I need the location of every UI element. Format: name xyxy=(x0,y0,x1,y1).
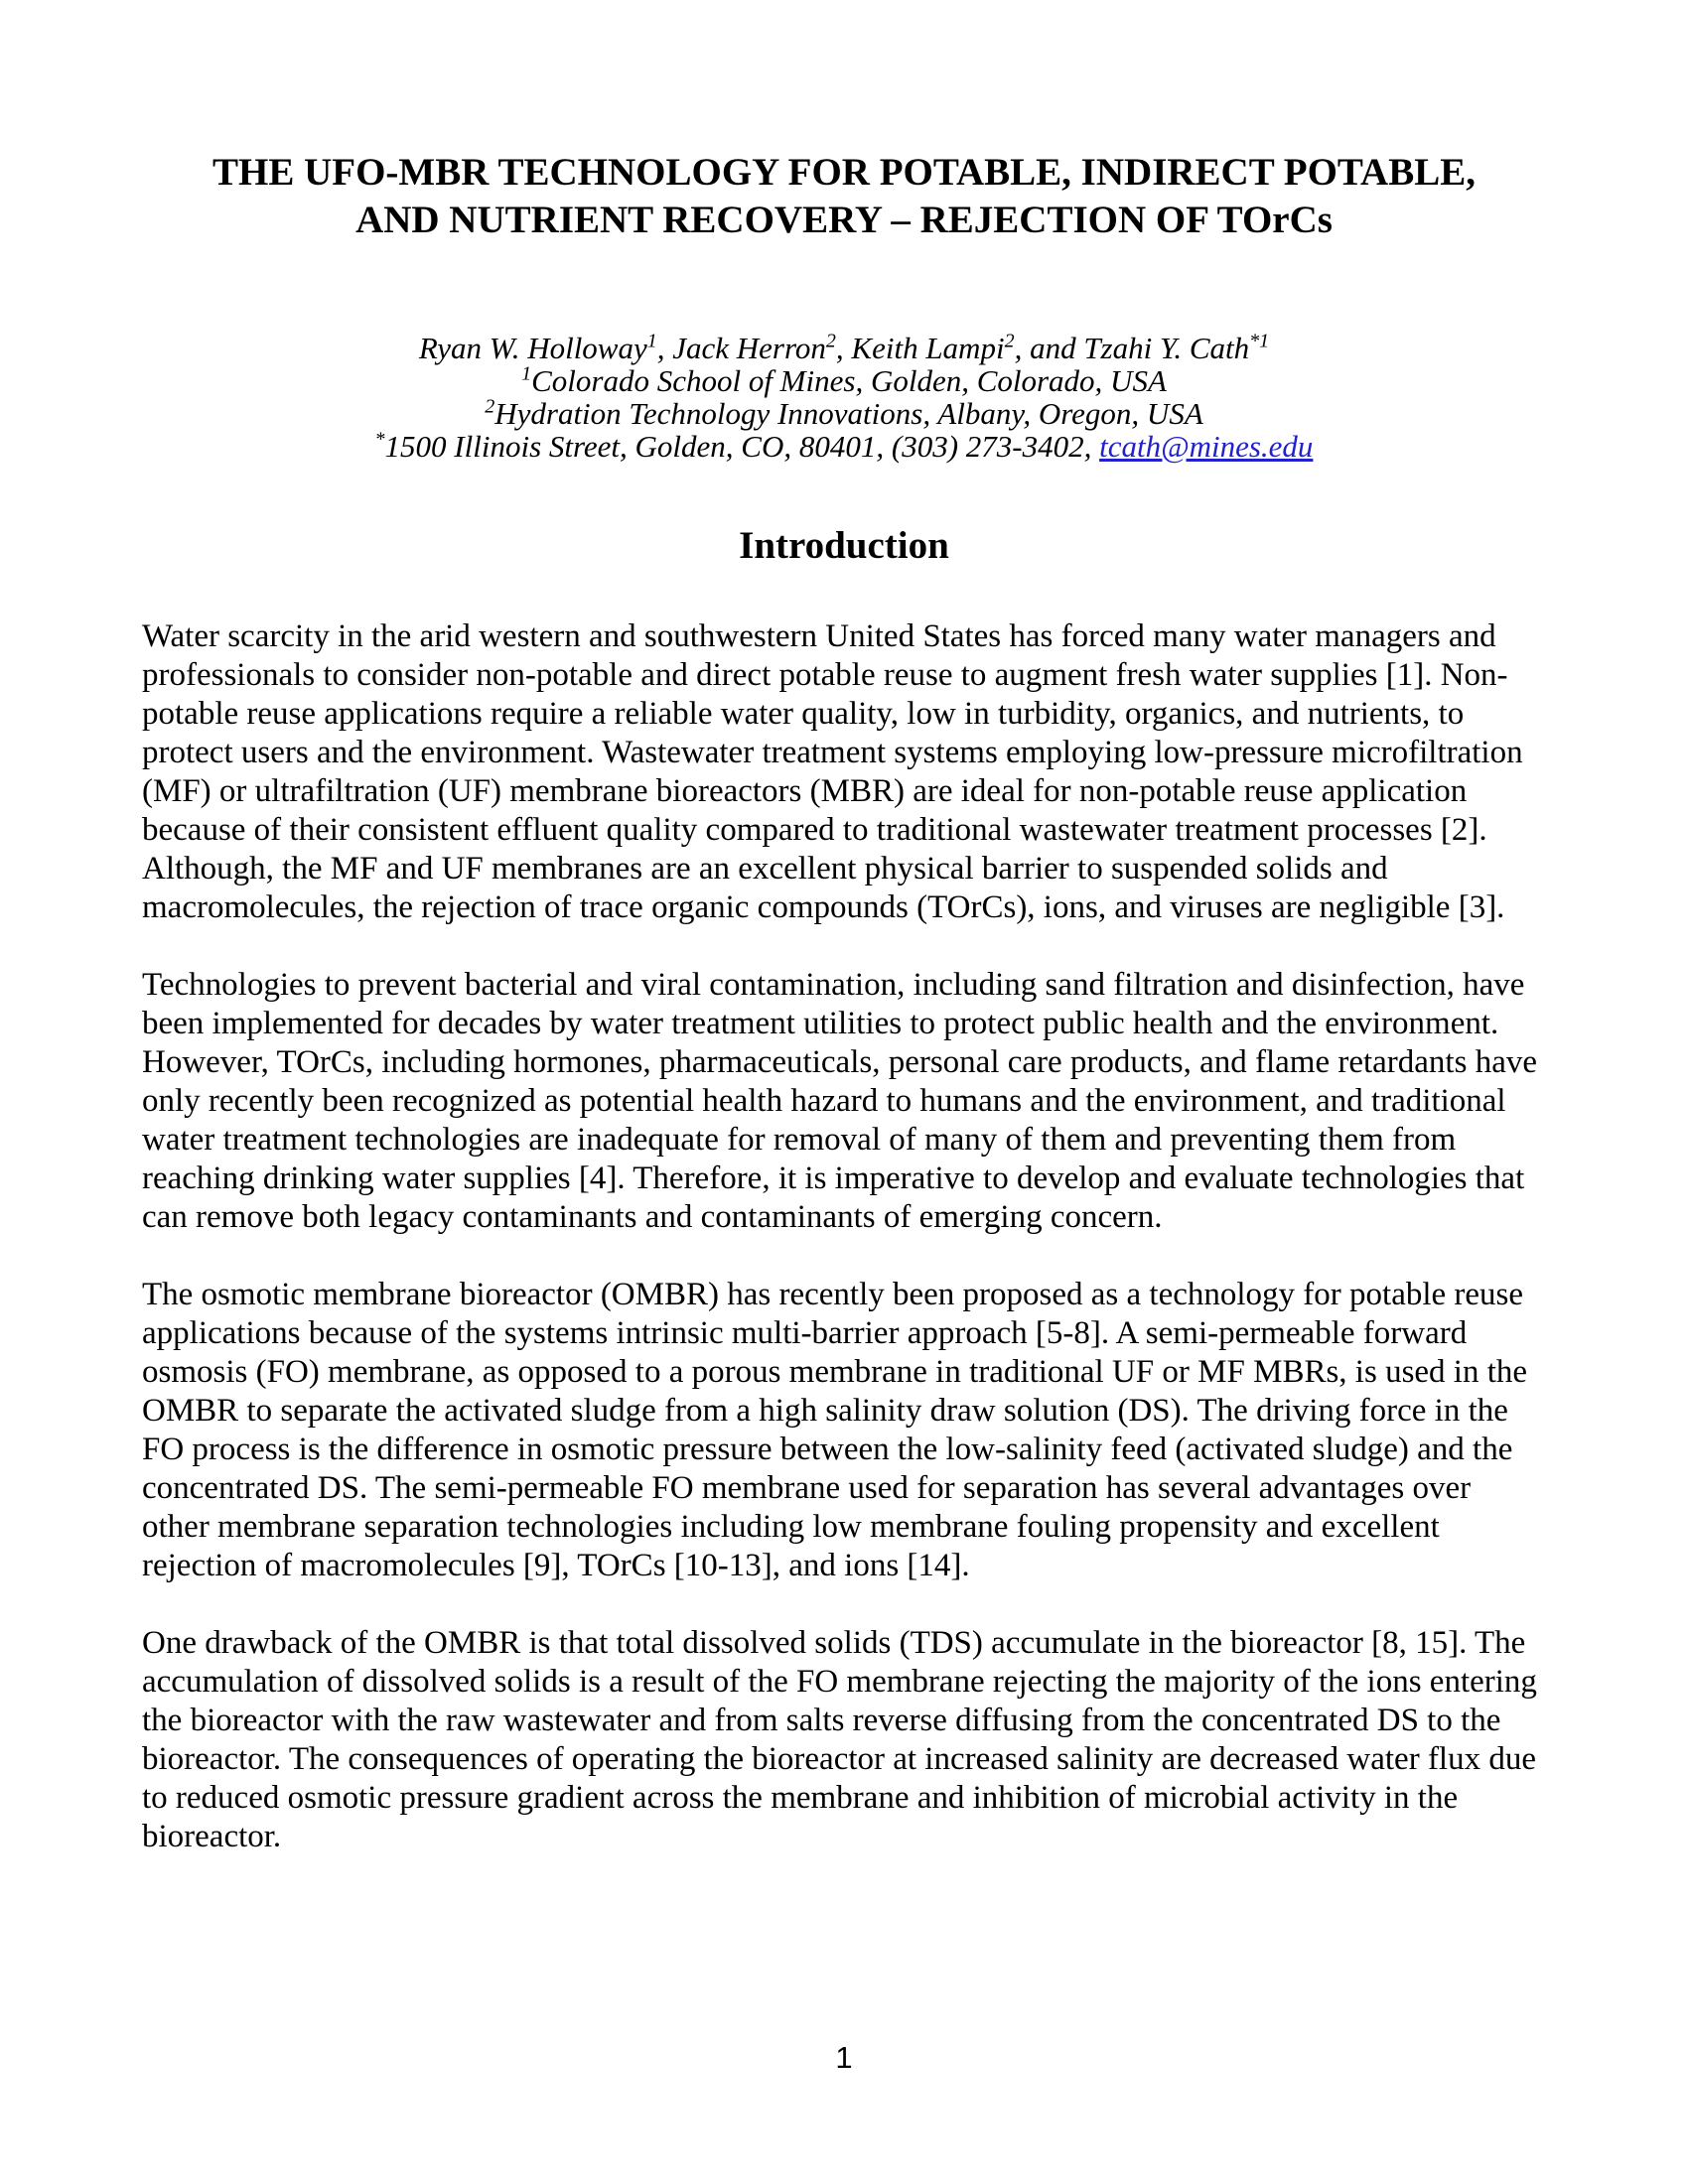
body-paragraph: Technologies to prevent bacterial and viral contamination, including sand filtration and disinfection, have been implemented for decades by water treatment utilities to protect public health and the environment. However, TOrCs, including hormones, pharmaceuticals, personal care products, and flame retardants have only recently been recognized as potential health hazard to humans and the environment, and traditional water treatment technologies are inadequate for removal of many of them and preventing them from reaching drinking water supplies [4]. Therefore, it is imperative to develop and evaluate technologies that can remove both legacy contaminants and contaminants of emerging concern. xyxy=(142,967,1537,1235)
affiliation-line xyxy=(142,397,1546,430)
section-heading-introduction: Introduction xyxy=(739,524,949,567)
affiliation-line xyxy=(142,364,1546,397)
body-paragraph: One drawback of the OMBR is that total dissolved solids (TDS) accumulate in the bioreactor [8, 15]. The accumulation of dissolved solids is a result of the FO membrane rejecting the majority of the ions entering the bioreactor with the raw wastewater and from salts reverse diffusing from the concentrated DS to the bioreactor. The consequences of operating the bioreactor at increased salinity are decreased water flux due to reduced osmotic pressure gradient across the membrane and inhibition of microbial activity in the bioreactor. xyxy=(142,1625,1537,1854)
affiliation-text: Colorado School of Mines, Golden, Colorado, USA xyxy=(531,363,1167,398)
author-superscript: 2 xyxy=(825,330,836,352)
author-line xyxy=(142,332,1546,364)
contact-superscript: * xyxy=(374,428,385,451)
byline-block xyxy=(142,332,1546,463)
author-superscript: *1 xyxy=(1249,330,1270,352)
author-separator: , and xyxy=(1014,331,1084,365)
title-line-1: THE UFO-MBR TECHNOLOGY FOR POTABLE, INDIRECT POTABLE, xyxy=(212,151,1476,194)
page-number: 1 xyxy=(835,2040,853,2075)
affiliation-superscript: 1 xyxy=(521,362,532,385)
author-name: Keith Lampi xyxy=(851,331,1005,365)
author-superscript: 1 xyxy=(646,330,657,352)
affiliation-superscript: 2 xyxy=(485,395,495,418)
body-text xyxy=(142,617,1546,1856)
page-content xyxy=(142,0,1546,1895)
body-paragraph: The osmotic membrane bioreactor (OMBR) has recently been proposed as a technology for potable reuse applications because of the systems intrinsic multi-barrier approach [5-8]. A semi-permeable forward osmosis (FO) membrane, as opposed to a porous membrane in traditional UF or MF MBRs, is used in the OMBR to separate the activated sludge from a high salinity draw solution (DS). The driving force in the FO process is the difference in osmotic pressure between the low-salinity feed (activated sludge) and the concentrated DS. The semi-permeable FO membrane used for separation has several advantages over other membrane separation technologies including low membrane fouling propensity and excellent rejection of macromolecules [9], TOrCs [10-13], and ions [14]. xyxy=(142,1277,1528,1583)
email-link[interactable]: tcath@mines.edu xyxy=(1099,429,1314,464)
paper-title xyxy=(142,149,1546,244)
contact-text: 1500 Illinois Street, Golden, CO, 80401, (303) 273-3402, xyxy=(384,429,1100,464)
author-superscript: 2 xyxy=(1004,330,1015,352)
title-line-2: AND NUTRIENT RECOVERY – REJECTION OF TOrCs xyxy=(355,199,1333,241)
author-name: Jack Herron xyxy=(672,331,826,365)
author-name: Tzahi Y. Cath xyxy=(1083,331,1250,365)
affiliation-text: Hydration Technology Innovations, Albany, Oregon, USA xyxy=(494,396,1203,431)
author-separator: , xyxy=(656,331,673,365)
body-paragraph: Water scarcity in the arid western and southwestern United States has forced many water managers and professionals to consider non-potable and direct potable reuse to augment fresh water supplies [1]. Non-potable reuse applications require a reliable water quality, low in turbidity, organics, and nutrients, to protect users and the environment. Wastewater treatment systems employing low-pressure microfiltration (MF) or ultrafiltration (UF) membrane bioreactors (MBR) are ideal for non-potable reuse application because of their consistent effluent quality compared to traditional wastewater treatment processes [2]. Although, the MF and UF membranes are an excellent physical barrier to suspended solids and macromolecules, the rejection of trace organic compounds (TOrCs), ions, and viruses are negligible [3]. xyxy=(142,618,1523,925)
author-name: Ryan W. Holloway xyxy=(418,331,647,365)
contact-line xyxy=(142,430,1546,463)
author-separator: , xyxy=(835,331,852,365)
